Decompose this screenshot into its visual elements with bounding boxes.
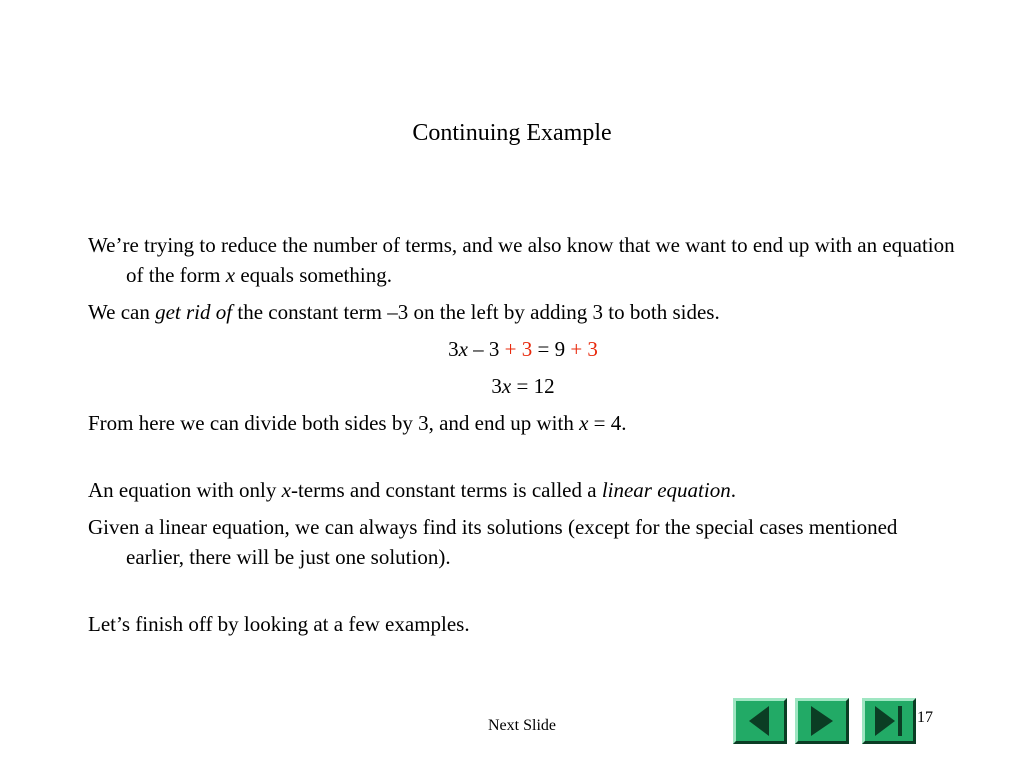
variable: x — [225, 263, 236, 287]
text: . — [730, 478, 736, 502]
highlight-term: + 3 — [570, 337, 598, 361]
text: = 4. — [588, 411, 627, 435]
equation-add-three — [88, 334, 958, 364]
emphasis: get rid of — [155, 300, 233, 324]
text: – 3 — [467, 337, 505, 361]
highlight-term: + 3 — [504, 337, 533, 361]
page-number: 17 — [917, 709, 933, 726]
variable: x — [501, 374, 512, 398]
variable: x — [458, 337, 468, 361]
next-slide-link[interactable]: Next Slide — [488, 717, 556, 734]
text: the constant term –3 on the left by adding 3 to both sides. — [232, 300, 720, 324]
previous-slide-button[interactable] — [733, 698, 787, 744]
paragraph-divide — [88, 408, 958, 438]
coefficient: 3 — [491, 374, 502, 398]
triangle-right-icon — [798, 701, 846, 741]
last-slide-button[interactable] — [862, 698, 916, 744]
text: From here we can divide both sides by 3, and end up with — [88, 411, 580, 435]
slide-content — [88, 230, 958, 646]
paragraph-get-rid-of — [88, 297, 958, 327]
text: We’re trying to reduce the number of terms, and we also know that we want to end up with an equation of the form — [88, 233, 955, 287]
paragraph-reduce-terms — [88, 230, 958, 290]
variable: x — [579, 411, 589, 435]
emphasis: linear equation — [601, 478, 731, 502]
triangle-left-icon — [736, 701, 784, 741]
text: = 9 — [532, 337, 571, 361]
text: We can — [88, 300, 156, 324]
paragraph-linear-equation-definition — [88, 475, 958, 505]
text: An equation with only — [88, 478, 282, 502]
text: = 12 — [511, 374, 555, 398]
variable: x — [281, 478, 291, 502]
paragraph-solutions: Given a linear equation, we can always find its solutions (except for the special cases mentioned earlier, there will be just one solution). — [88, 515, 898, 569]
text: equals something. — [235, 263, 392, 287]
text: -terms and constant terms is called a — [290, 478, 602, 502]
equation-result — [88, 371, 958, 401]
skip-to-end-icon — [865, 701, 913, 741]
next-slide-button[interactable] — [795, 698, 849, 744]
paragraph-finish: Let’s finish off by looking at a few examples. — [88, 612, 470, 636]
coefficient: 3 — [448, 337, 459, 361]
slide-title: Continuing Example — [412, 120, 612, 146]
